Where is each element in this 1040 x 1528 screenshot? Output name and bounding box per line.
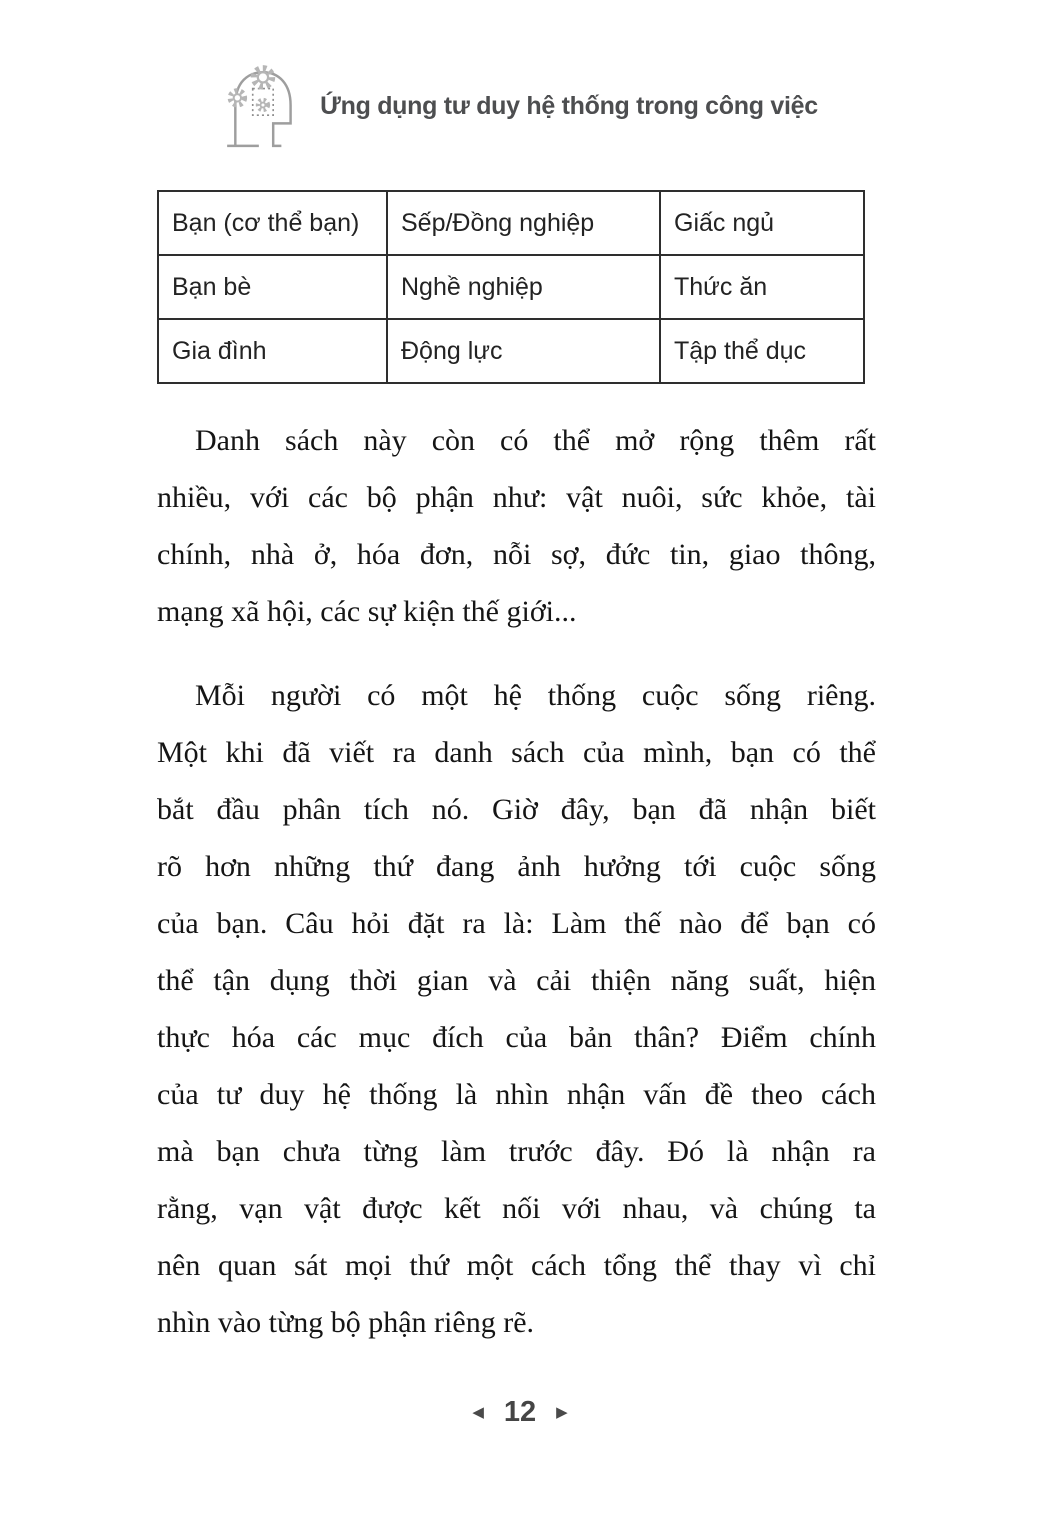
text-line: mạng xã hội, các sự kiện thế giới... (157, 595, 577, 628)
paragraph (157, 412, 876, 640)
text-line: chính, nhà ở, hóa đơn, nỗi sợ, đức tin, giao thông, (157, 538, 876, 571)
text-line: nhìn vào từng bộ phận riêng rẽ. (157, 1306, 535, 1339)
text-line: nhiều, với các bộ phận như: vật nuôi, sức khỏe, tài (157, 481, 876, 514)
table-row (158, 319, 864, 383)
table-row (158, 255, 864, 319)
table-cell: Gia đình (158, 319, 387, 383)
running-head-title: Ứng dụng tư duy hệ thống trong công việc (320, 91, 818, 120)
table-body (158, 191, 864, 383)
text-line: nên quan sát mọi thứ một cách tổng thể thay vì chỉ (157, 1249, 876, 1282)
text-line: Một khi đã viết ra danh sách của mình, bạn có thể (157, 736, 876, 769)
table-cell: Bạn bè (158, 255, 387, 319)
paragraph (157, 667, 876, 1351)
text-line: thực hóa các mục đích của bản thân? Điểm chính (157, 1021, 876, 1054)
text-line: bắt đầu phân tích nó. Giờ đây, bạn đã nhận biết (157, 793, 876, 826)
body-text (157, 412, 876, 1378)
text-line: mà bạn chưa từng làm trước đây. Đó là nhận ra (157, 1135, 876, 1168)
page-footer (0, 1398, 1040, 1427)
text-line: thể tận dụng thời gian và cải thiện năng suất, hiện (157, 964, 876, 997)
text-line: Danh sách này còn có thể mở rộng thêm rất (195, 424, 876, 457)
text-line: rõ hơn những thứ đang ảnh hưởng tới cuộc sống (157, 850, 876, 883)
table-row (158, 191, 864, 255)
text-line: của tư duy hệ thống là nhìn nhận vấn đề theo cách (157, 1078, 876, 1111)
table-cell: Tập thể dục (660, 319, 864, 383)
table-cell: Thức ăn (660, 255, 864, 319)
life-parts-table (157, 190, 865, 384)
table-cell: Nghề nghiệp (387, 255, 660, 319)
table-cell: Động lực (387, 319, 660, 383)
page-number: 12 (503, 1396, 537, 1428)
systems-thinking-head-gears-icon (222, 62, 308, 150)
text-line: rằng, vạn vật được kết nối với nhau, và chúng ta (157, 1192, 876, 1225)
page-header (0, 62, 1040, 150)
text-line: Mỗi người có một hệ thống cuộc sống riêng. (195, 679, 876, 712)
text-line: của bạn. Câu hỏi đặt ra là: Làm thế nào để bạn có (157, 907, 876, 940)
table-cell: Sếp/Đồng nghiệp (387, 191, 660, 255)
next-page-icon[interactable]: ▶ (556, 1403, 568, 1421)
prev-page-icon[interactable]: ◀ (472, 1403, 484, 1421)
table-cell: Bạn (cơ thể bạn) (158, 191, 387, 255)
table-cell: Giấc ngủ (660, 191, 864, 255)
